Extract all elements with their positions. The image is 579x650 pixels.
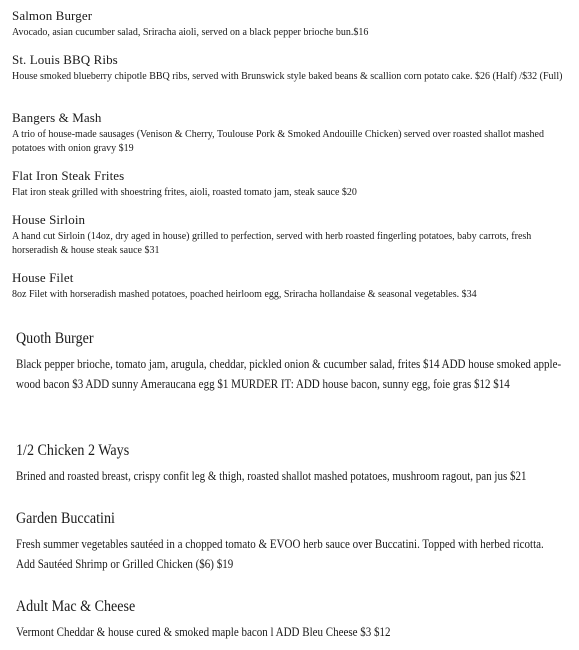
menu-item-title: House Sirloin	[12, 212, 86, 227]
menu-item-title: Flat Iron Steak Frites	[12, 168, 125, 183]
menu-item-title: Bangers & Mash	[12, 110, 102, 125]
menu-item-title: Garden Buccatini	[16, 510, 115, 527]
menu-item-title: St. Louis BBQ Ribs	[12, 52, 118, 67]
menu-item-title: Adult Mac & Cheese	[16, 598, 136, 615]
menu-item-description: Fresh summer vegetables sautéed in a chopped tomato & EVOO herb sauce over Buccatini. Topped with herbed ricotta. Add Sautéed Shrimp or Grilled Chicken ($6) $19	[16, 537, 544, 571]
menu-item-house-filet	[0, 270, 579, 302]
menu-item-bangers-mash	[0, 110, 579, 156]
menu-item-adult-mac-cheese	[0, 598, 579, 642]
menu-item-title: Salmon Burger	[12, 8, 93, 23]
menu-item-description: Vermont Cheddar & house cured & smoked maple bacon l ADD Bleu Cheese $3 $12	[16, 625, 391, 639]
menu-item-bbq-ribs	[0, 52, 579, 84]
menu-item-title: 1/2 Chicken 2 Ways	[16, 442, 130, 459]
menu-item-description: Flat iron steak grilled with shoestring frites, aioli, roasted tomato jam, steak sauce $20	[12, 187, 357, 198]
menu-item-title: Quoth Burger	[16, 330, 94, 347]
menu-item-description: Brined and roasted breast, crispy confit leg & thigh, roasted shallot mashed potatoes, mushroom ragout, pan jus $21	[16, 469, 527, 483]
menu-item-description: 8oz Filet with horseradish mashed potatoes, poached heirloom egg, Sriracha hollandaise & seasonal vegetables. $34	[12, 289, 477, 300]
menu-item-description: A hand cut Sirloin (14oz, dry aged in house) grilled to perfection, served with herb roasted fingerling potatoes, baby carrots, fresh horseradish & house steak sauce $31	[12, 231, 532, 256]
menu-item-title: House Filet	[12, 270, 74, 285]
menu-item-description: Avocado, asian cucumber salad, Sriracha aioli, served on a black pepper brioche bun.$16	[12, 27, 369, 38]
menu-item-description: A trio of house-made sausages (Venison & Cherry, Toulouse Pork & Smoked Andouille Chicken) served over roasted shallot mashed potatoes with onion gravy $19	[12, 129, 544, 154]
menu-item-quoth-burger	[0, 330, 579, 394]
menu-item-half-chicken	[0, 442, 579, 486]
menu-item-house-sirloin	[0, 212, 579, 258]
menu-item-flat-iron	[0, 168, 579, 200]
menu-item-salmon-burger	[0, 8, 579, 40]
menu-item-description: Black pepper brioche, tomato jam, arugula, cheddar, pickled onion & cucumber salad, frites $14 ADD house smoked apple-wood bacon $3 ADD sunny Ameraucana egg $1 MURDER IT: ADD house bacon, sunny egg, foie gras $12 $14	[16, 357, 562, 391]
menu-item-description: House smoked blueberry chipotle BBQ ribs, served with Brunswick style baked beans & scallion corn potato cake. $26 (Half) /$32 (Full)	[12, 71, 563, 82]
menu-item-garden-buccatini	[0, 510, 579, 574]
